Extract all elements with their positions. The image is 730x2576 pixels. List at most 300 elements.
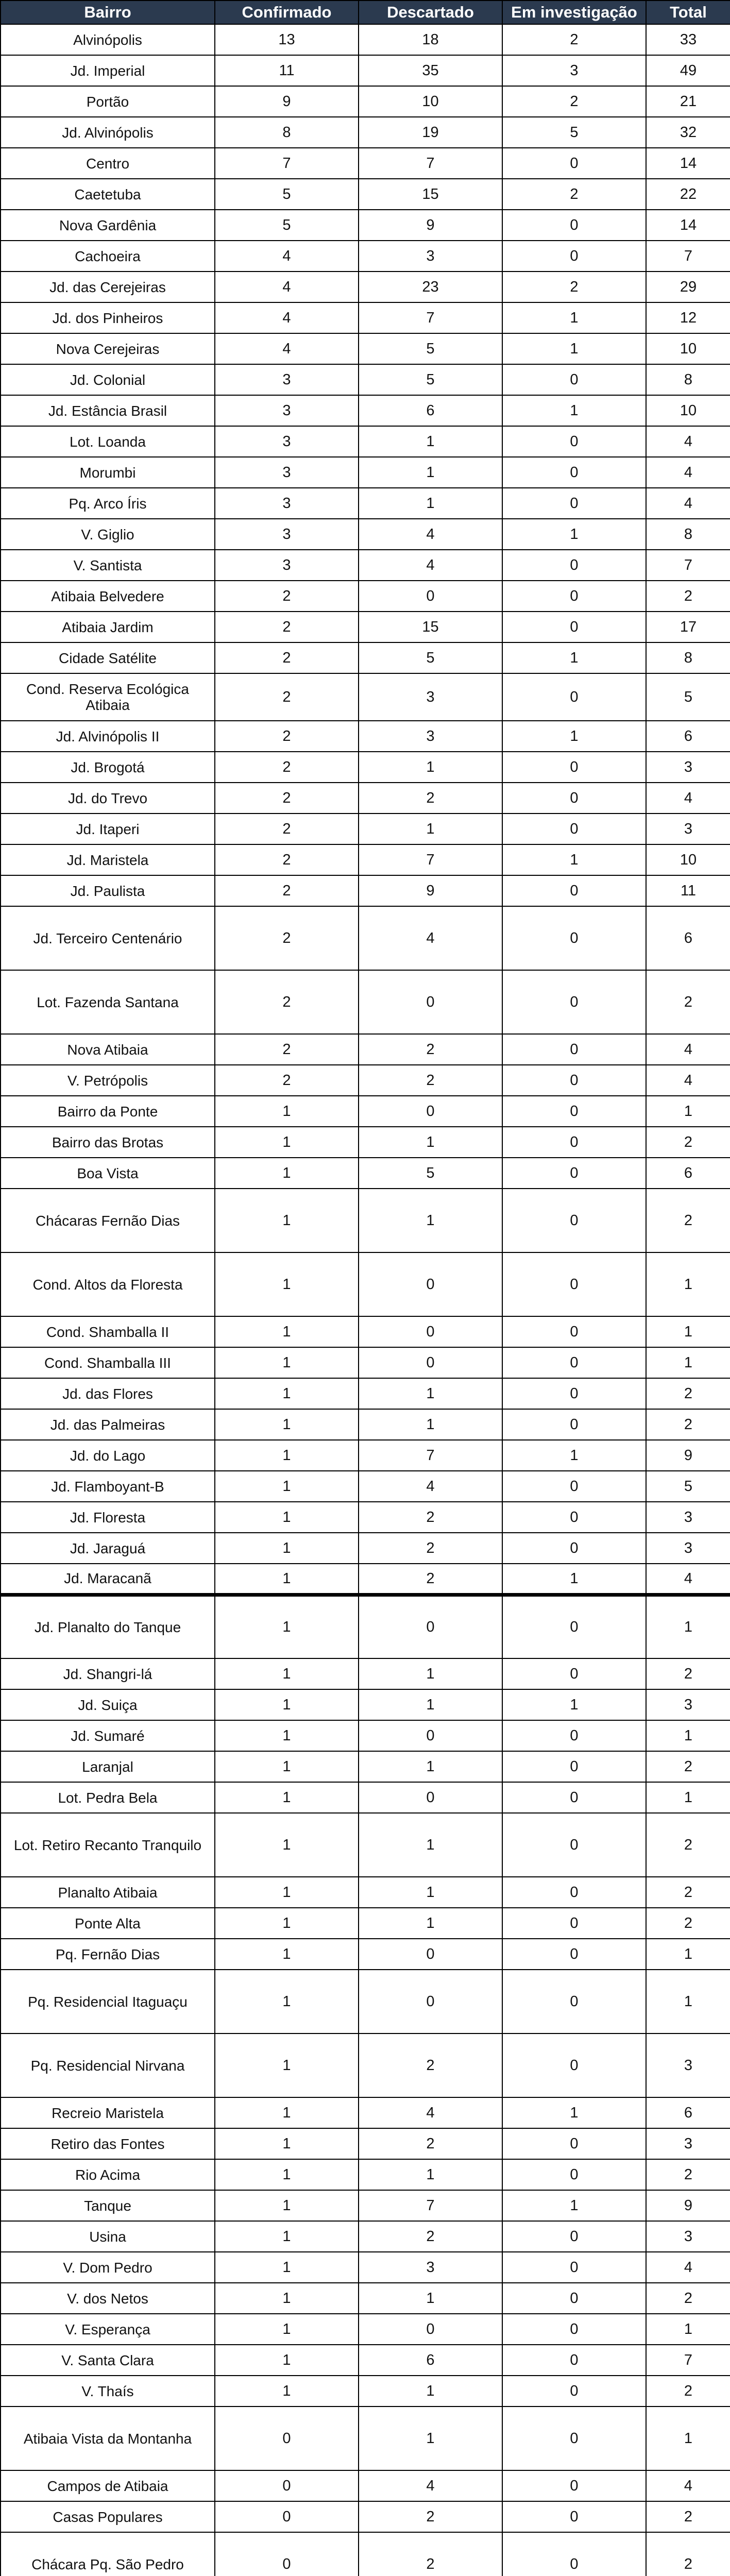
- cell-descartado: 7: [359, 302, 502, 333]
- cell-total: 7: [646, 550, 730, 581]
- cell-investigacao: 2: [502, 24, 646, 55]
- cell-descartado: 1: [359, 1908, 502, 1939]
- header-row: [1, 1, 730, 24]
- cell-investigacao: 3: [502, 55, 646, 86]
- cell-investigacao: 1: [502, 2190, 646, 2221]
- cell-descartado: 2: [359, 1502, 502, 1533]
- cell-confirmado: 1: [215, 2128, 359, 2159]
- cell-bairro: Caetetuba: [1, 179, 215, 210]
- table-row: [1, 395, 730, 426]
- cell-total: 32: [646, 117, 730, 148]
- table-row: [1, 1502, 730, 1533]
- cell-descartado: 0: [359, 1939, 502, 1970]
- cell-bairro: Jd. Flamboyant-B: [1, 1471, 215, 1502]
- cell-confirmado: 2: [215, 783, 359, 814]
- cell-bairro: Jd. das Palmeiras: [1, 1409, 215, 1440]
- table-row: [1, 1877, 730, 1908]
- cell-confirmado: 3: [215, 364, 359, 395]
- cell-investigacao: 0: [502, 2033, 646, 2097]
- cell-total: 4: [646, 488, 730, 519]
- cell-confirmado: 1: [215, 1564, 359, 1595]
- cell-bairro: Lot. Pedra Bela: [1, 1782, 215, 1813]
- cell-bairro: Nova Atibaia: [1, 1034, 215, 1065]
- cell-bairro: Atibaia Jardim: [1, 612, 215, 642]
- cell-confirmado: 1: [215, 1782, 359, 1813]
- table-row: [1, 2283, 730, 2314]
- cell-total: 10: [646, 395, 730, 426]
- cell-confirmado: 8: [215, 117, 359, 148]
- table-row: [1, 302, 730, 333]
- cell-investigacao: 0: [502, 783, 646, 814]
- cell-total: 11: [646, 875, 730, 906]
- cell-confirmado: 2: [215, 721, 359, 752]
- cell-descartado: 6: [359, 2345, 502, 2376]
- cell-total: 10: [646, 844, 730, 875]
- cell-confirmado: 9: [215, 86, 359, 117]
- table-row: [1, 1533, 730, 1564]
- cell-total: 14: [646, 210, 730, 241]
- cell-bairro: Jd. Paulista: [1, 875, 215, 906]
- table-row: [1, 1689, 730, 1720]
- cell-total: 3: [646, 752, 730, 783]
- cell-investigacao: 0: [502, 1782, 646, 1813]
- cell-total: 21: [646, 86, 730, 117]
- cell-confirmado: 2: [215, 752, 359, 783]
- cell-total: 8: [646, 364, 730, 395]
- cell-confirmado: 1: [215, 1751, 359, 1782]
- cell-descartado: 1: [359, 1877, 502, 1908]
- cell-bairro: Jd. Suiça: [1, 1689, 215, 1720]
- table-row: [1, 2159, 730, 2190]
- cell-total: 6: [646, 2097, 730, 2128]
- cell-descartado: 4: [359, 906, 502, 970]
- table-row: [1, 1751, 730, 1782]
- cell-descartado: 1: [359, 1378, 502, 1409]
- cell-bairro: Jd. Imperial: [1, 55, 215, 86]
- cell-bairro: Jd. Maracanã: [1, 1564, 215, 1595]
- table-row: [1, 1034, 730, 1065]
- cell-total: 29: [646, 272, 730, 302]
- cell-investigacao: 0: [502, 1595, 646, 1658]
- header-total: Total: [646, 1, 730, 24]
- cell-descartado: 10: [359, 86, 502, 117]
- cell-investigacao: 0: [502, 1502, 646, 1533]
- cell-bairro: Centro: [1, 148, 215, 179]
- table-row: [1, 2345, 730, 2376]
- cell-confirmado: 4: [215, 302, 359, 333]
- table-row: [1, 1658, 730, 1689]
- cell-descartado: 2: [359, 2128, 502, 2159]
- cell-investigacao: 0: [502, 2252, 646, 2283]
- cell-descartado: 2: [359, 1065, 502, 1096]
- cell-total: 2: [646, 2501, 730, 2532]
- cell-descartado: 1: [359, 1189, 502, 1252]
- cell-descartado: 3: [359, 241, 502, 272]
- cell-descartado: 2: [359, 2532, 502, 2576]
- table-row: [1, 1782, 730, 1813]
- cell-confirmado: 7: [215, 148, 359, 179]
- cell-bairro: V. dos Netos: [1, 2283, 215, 2314]
- cell-investigacao: 0: [502, 2501, 646, 2532]
- table-row: [1, 1347, 730, 1378]
- cell-bairro: Jd. Alvinópolis II: [1, 721, 215, 752]
- cell-descartado: 3: [359, 2252, 502, 2283]
- cell-total: 1: [646, 1096, 730, 1127]
- cell-descartado: 4: [359, 550, 502, 581]
- cell-confirmado: 1: [215, 1970, 359, 2033]
- cell-total: 7: [646, 241, 730, 272]
- cell-descartado: 0: [359, 581, 502, 612]
- cell-bairro: Casas Populares: [1, 2501, 215, 2532]
- cell-investigacao: 1: [502, 1440, 646, 1471]
- cell-bairro: Jd. Shangri-lá: [1, 1658, 215, 1689]
- cell-descartado: 0: [359, 1720, 502, 1751]
- cell-total: 8: [646, 519, 730, 550]
- cell-investigacao: 0: [502, 814, 646, 844]
- cell-descartado: 1: [359, 488, 502, 519]
- cell-bairro: Pq. Residencial Itaguaçu: [1, 1970, 215, 2033]
- cell-total: 4: [646, 2252, 730, 2283]
- cell-bairro: Jd. Itaperi: [1, 814, 215, 844]
- cell-bairro: Laranjal: [1, 1751, 215, 1782]
- cell-bairro: Jd. Jaraguá: [1, 1533, 215, 1564]
- cell-total: 6: [646, 906, 730, 970]
- table-row: [1, 426, 730, 457]
- cell-confirmado: 3: [215, 488, 359, 519]
- table-row: [1, 210, 730, 241]
- cell-total: 4: [646, 2470, 730, 2501]
- table-row: [1, 1564, 730, 1595]
- cell-total: 1: [646, 1252, 730, 1316]
- cell-total: 10: [646, 333, 730, 364]
- table-row: [1, 24, 730, 55]
- cell-confirmado: 2: [215, 1065, 359, 1096]
- cell-total: 1: [646, 1595, 730, 1658]
- cell-investigacao: 0: [502, 2128, 646, 2159]
- cell-bairro: Pq. Fernão Dias: [1, 1939, 215, 1970]
- cell-investigacao: 0: [502, 1409, 646, 1440]
- cell-total: 1: [646, 1347, 730, 1378]
- cell-total: 3: [646, 2033, 730, 2097]
- cell-investigacao: 0: [502, 906, 646, 970]
- cell-total: 5: [646, 673, 730, 721]
- cell-descartado: 4: [359, 1471, 502, 1502]
- table-row: [1, 1316, 730, 1347]
- cell-investigacao: 0: [502, 1658, 646, 1689]
- cell-confirmado: 2: [215, 581, 359, 612]
- header-descartado: Descartado: [359, 1, 502, 24]
- cell-descartado: 0: [359, 1782, 502, 1813]
- cell-investigacao: 0: [502, 1378, 646, 1409]
- cell-total: 2: [646, 2159, 730, 2190]
- cell-confirmado: 1: [215, 1813, 359, 1877]
- cell-confirmado: 1: [215, 2345, 359, 2376]
- cell-investigacao: 0: [502, 1034, 646, 1065]
- cell-total: 7: [646, 2345, 730, 2376]
- table-row: [1, 1939, 730, 1970]
- table-row: [1, 86, 730, 117]
- cell-investigacao: 0: [502, 2221, 646, 2252]
- cell-investigacao: 0: [502, 1970, 646, 2033]
- cell-confirmado: 1: [215, 2314, 359, 2345]
- cell-total: 2: [646, 1127, 730, 1158]
- cell-bairro: Jd. dos Pinheiros: [1, 302, 215, 333]
- cell-total: 6: [646, 721, 730, 752]
- cell-descartado: 2: [359, 2033, 502, 2097]
- cell-descartado: 2: [359, 2501, 502, 2532]
- cell-confirmado: 1: [215, 1877, 359, 1908]
- cell-descartado: 2: [359, 1564, 502, 1595]
- cell-total: 14: [646, 148, 730, 179]
- cell-total: 1: [646, 1939, 730, 1970]
- cell-descartado: 1: [359, 457, 502, 488]
- cell-confirmado: 4: [215, 333, 359, 364]
- cell-bairro: Jd. Alvinópolis: [1, 117, 215, 148]
- cell-confirmado: 0: [215, 2470, 359, 2501]
- table-row: [1, 488, 730, 519]
- table-row: [1, 2252, 730, 2283]
- cell-descartado: 1: [359, 1658, 502, 1689]
- cell-total: 12: [646, 302, 730, 333]
- cell-confirmado: 1: [215, 2190, 359, 2221]
- cell-investigacao: 0: [502, 2314, 646, 2345]
- table-row: [1, 970, 730, 1034]
- cell-investigacao: 5: [502, 117, 646, 148]
- table-row: [1, 148, 730, 179]
- cell-bairro: Jd. Terceiro Centenário: [1, 906, 215, 970]
- cell-investigacao: 1: [502, 395, 646, 426]
- cell-confirmado: 11: [215, 55, 359, 86]
- cell-confirmado: 1: [215, 2033, 359, 2097]
- cell-descartado: 15: [359, 612, 502, 642]
- cell-total: 2: [646, 1378, 730, 1409]
- table-row: [1, 1471, 730, 1502]
- cell-investigacao: 0: [502, 1316, 646, 1347]
- cell-descartado: 9: [359, 875, 502, 906]
- cell-descartado: 1: [359, 1409, 502, 1440]
- table-row: [1, 642, 730, 673]
- cell-total: 17: [646, 612, 730, 642]
- cell-descartado: 0: [359, 970, 502, 1034]
- table-row: [1, 2097, 730, 2128]
- cell-bairro: Atibaia Belvedere: [1, 581, 215, 612]
- cell-confirmado: 2: [215, 612, 359, 642]
- cell-bairro: Chácara Pq. São Pedro: [1, 2532, 215, 2576]
- cell-bairro: Alvinópolis: [1, 24, 215, 55]
- cell-confirmado: 1: [215, 2159, 359, 2190]
- cell-confirmado: 1: [215, 1720, 359, 1751]
- cell-descartado: 2: [359, 1034, 502, 1065]
- cell-total: 2: [646, 1189, 730, 1252]
- cell-total: 2: [646, 1751, 730, 1782]
- cell-total: 3: [646, 1502, 730, 1533]
- cell-investigacao: 1: [502, 844, 646, 875]
- cell-descartado: 23: [359, 272, 502, 302]
- header-investigacao: Em investigação: [502, 1, 646, 24]
- cell-investigacao: 2: [502, 86, 646, 117]
- table-row: [1, 519, 730, 550]
- cell-bairro: V. Thaís: [1, 2376, 215, 2406]
- cell-descartado: 1: [359, 2406, 502, 2470]
- cell-bairro: V. Giglio: [1, 519, 215, 550]
- table-row: [1, 844, 730, 875]
- table-row: [1, 1813, 730, 1877]
- cell-confirmado: 2: [215, 844, 359, 875]
- cell-total: 2: [646, 2283, 730, 2314]
- cell-bairro: Jd. Maristela: [1, 844, 215, 875]
- cell-bairro: Pq. Residencial Nirvana: [1, 2033, 215, 2097]
- table-row: [1, 2501, 730, 2532]
- cell-confirmado: 2: [215, 673, 359, 721]
- table-row: [1, 906, 730, 970]
- cell-bairro: Morumbi: [1, 457, 215, 488]
- table-row: [1, 1440, 730, 1471]
- cell-descartado: 0: [359, 1970, 502, 2033]
- cell-total: 9: [646, 1440, 730, 1471]
- table-row: [1, 1378, 730, 1409]
- cell-descartado: 4: [359, 519, 502, 550]
- cell-confirmado: 1: [215, 1347, 359, 1378]
- cell-total: 2: [646, 2376, 730, 2406]
- cell-bairro: Nova Cerejeiras: [1, 333, 215, 364]
- cell-confirmado: 3: [215, 395, 359, 426]
- cell-descartado: 7: [359, 1440, 502, 1471]
- cell-bairro: Tanque: [1, 2190, 215, 2221]
- cell-confirmado: 1: [215, 1127, 359, 1158]
- cell-total: 4: [646, 1564, 730, 1595]
- cell-confirmado: 1: [215, 2097, 359, 2128]
- cell-descartado: 7: [359, 844, 502, 875]
- cell-descartado: 5: [359, 642, 502, 673]
- cell-total: 2: [646, 2532, 730, 2576]
- cell-bairro: Ponte Alta: [1, 1908, 215, 1939]
- cell-bairro: Jd. das Cerejeiras: [1, 272, 215, 302]
- cell-investigacao: 0: [502, 457, 646, 488]
- cell-descartado: 1: [359, 1751, 502, 1782]
- cell-descartado: 1: [359, 1813, 502, 1877]
- cell-total: 1: [646, 1782, 730, 1813]
- cell-descartado: 6: [359, 395, 502, 426]
- cell-bairro: Rio Acima: [1, 2159, 215, 2190]
- cell-confirmado: 1: [215, 2252, 359, 2283]
- cell-investigacao: 0: [502, 488, 646, 519]
- table-row: [1, 2190, 730, 2221]
- cell-investigacao: 0: [502, 241, 646, 272]
- cell-bairro: Atibaia Vista da Montanha: [1, 2406, 215, 2470]
- cell-investigacao: 1: [502, 2097, 646, 2128]
- cell-investigacao: 0: [502, 2283, 646, 2314]
- cell-confirmado: 5: [215, 179, 359, 210]
- cell-investigacao: 1: [502, 721, 646, 752]
- cell-confirmado: 3: [215, 519, 359, 550]
- cell-investigacao: 0: [502, 1533, 646, 1564]
- cell-confirmado: 1: [215, 2376, 359, 2406]
- cell-confirmado: 2: [215, 906, 359, 970]
- cell-descartado: 3: [359, 721, 502, 752]
- cell-investigacao: 0: [502, 364, 646, 395]
- cell-investigacao: 0: [502, 1908, 646, 1939]
- table-row: [1, 2376, 730, 2406]
- cell-confirmado: 1: [215, 1189, 359, 1252]
- cell-total: 9: [646, 2190, 730, 2221]
- cell-investigacao: 0: [502, 1813, 646, 1877]
- cell-descartado: 2: [359, 2221, 502, 2252]
- cell-bairro: Jd. Planalto do Tanque: [1, 1595, 215, 1658]
- cell-confirmado: 5: [215, 210, 359, 241]
- cell-investigacao: 1: [502, 302, 646, 333]
- table-row: [1, 364, 730, 395]
- cell-descartado: 4: [359, 2470, 502, 2501]
- cell-descartado: 3: [359, 673, 502, 721]
- cell-total: 5: [646, 1471, 730, 1502]
- cell-descartado: 1: [359, 1689, 502, 1720]
- cell-bairro: Cond. Shamballa III: [1, 1347, 215, 1378]
- cell-bairro: Portão: [1, 86, 215, 117]
- cell-confirmado: 1: [215, 1378, 359, 1409]
- cell-total: 1: [646, 2406, 730, 2470]
- cell-confirmado: 1: [215, 1533, 359, 1564]
- cell-bairro: Bairro da Ponte: [1, 1096, 215, 1127]
- cell-bairro: Recreio Maristela: [1, 2097, 215, 2128]
- cell-investigacao: 0: [502, 426, 646, 457]
- cell-descartado: 18: [359, 24, 502, 55]
- cell-investigacao: 0: [502, 210, 646, 241]
- cell-investigacao: 0: [502, 2406, 646, 2470]
- cell-total: 1: [646, 2314, 730, 2345]
- cell-bairro: V. Petrópolis: [1, 1065, 215, 1096]
- table-row: [1, 1065, 730, 1096]
- cell-bairro: V. Esperança: [1, 2314, 215, 2345]
- cell-bairro: Jd. do Trevo: [1, 783, 215, 814]
- table-row: [1, 272, 730, 302]
- cell-confirmado: 2: [215, 875, 359, 906]
- table-row: [1, 2314, 730, 2345]
- cell-investigacao: 0: [502, 1347, 646, 1378]
- cell-investigacao: 1: [502, 333, 646, 364]
- cell-investigacao: 0: [502, 1939, 646, 1970]
- cell-confirmado: 1: [215, 1158, 359, 1189]
- cell-bairro: V. Santista: [1, 550, 215, 581]
- cell-confirmado: 1: [215, 2283, 359, 2314]
- cell-descartado: 5: [359, 333, 502, 364]
- cell-total: 2: [646, 581, 730, 612]
- cell-investigacao: 1: [502, 642, 646, 673]
- cell-total: 3: [646, 814, 730, 844]
- cell-investigacao: 0: [502, 673, 646, 721]
- cell-confirmado: 4: [215, 241, 359, 272]
- cell-confirmado: 1: [215, 1908, 359, 1939]
- cell-bairro: Jd. Sumaré: [1, 1720, 215, 1751]
- cell-descartado: 1: [359, 814, 502, 844]
- cell-descartado: 35: [359, 55, 502, 86]
- table-row: [1, 1908, 730, 1939]
- cell-confirmado: 3: [215, 550, 359, 581]
- cell-confirmado: 1: [215, 1939, 359, 1970]
- cell-bairro: V. Dom Pedro: [1, 2252, 215, 2283]
- cell-investigacao: 0: [502, 752, 646, 783]
- cell-bairro: Pq. Arco Íris: [1, 488, 215, 519]
- cell-descartado: 0: [359, 1252, 502, 1316]
- cell-total: 4: [646, 783, 730, 814]
- cell-confirmado: 2: [215, 970, 359, 1034]
- cell-bairro: Cond. Shamballa II: [1, 1316, 215, 1347]
- cell-descartado: 19: [359, 117, 502, 148]
- cell-descartado: 1: [359, 752, 502, 783]
- cell-investigacao: 0: [502, 2159, 646, 2190]
- cell-descartado: 7: [359, 2190, 502, 2221]
- cell-bairro: Lot. Fazenda Santana: [1, 970, 215, 1034]
- table-row: [1, 2221, 730, 2252]
